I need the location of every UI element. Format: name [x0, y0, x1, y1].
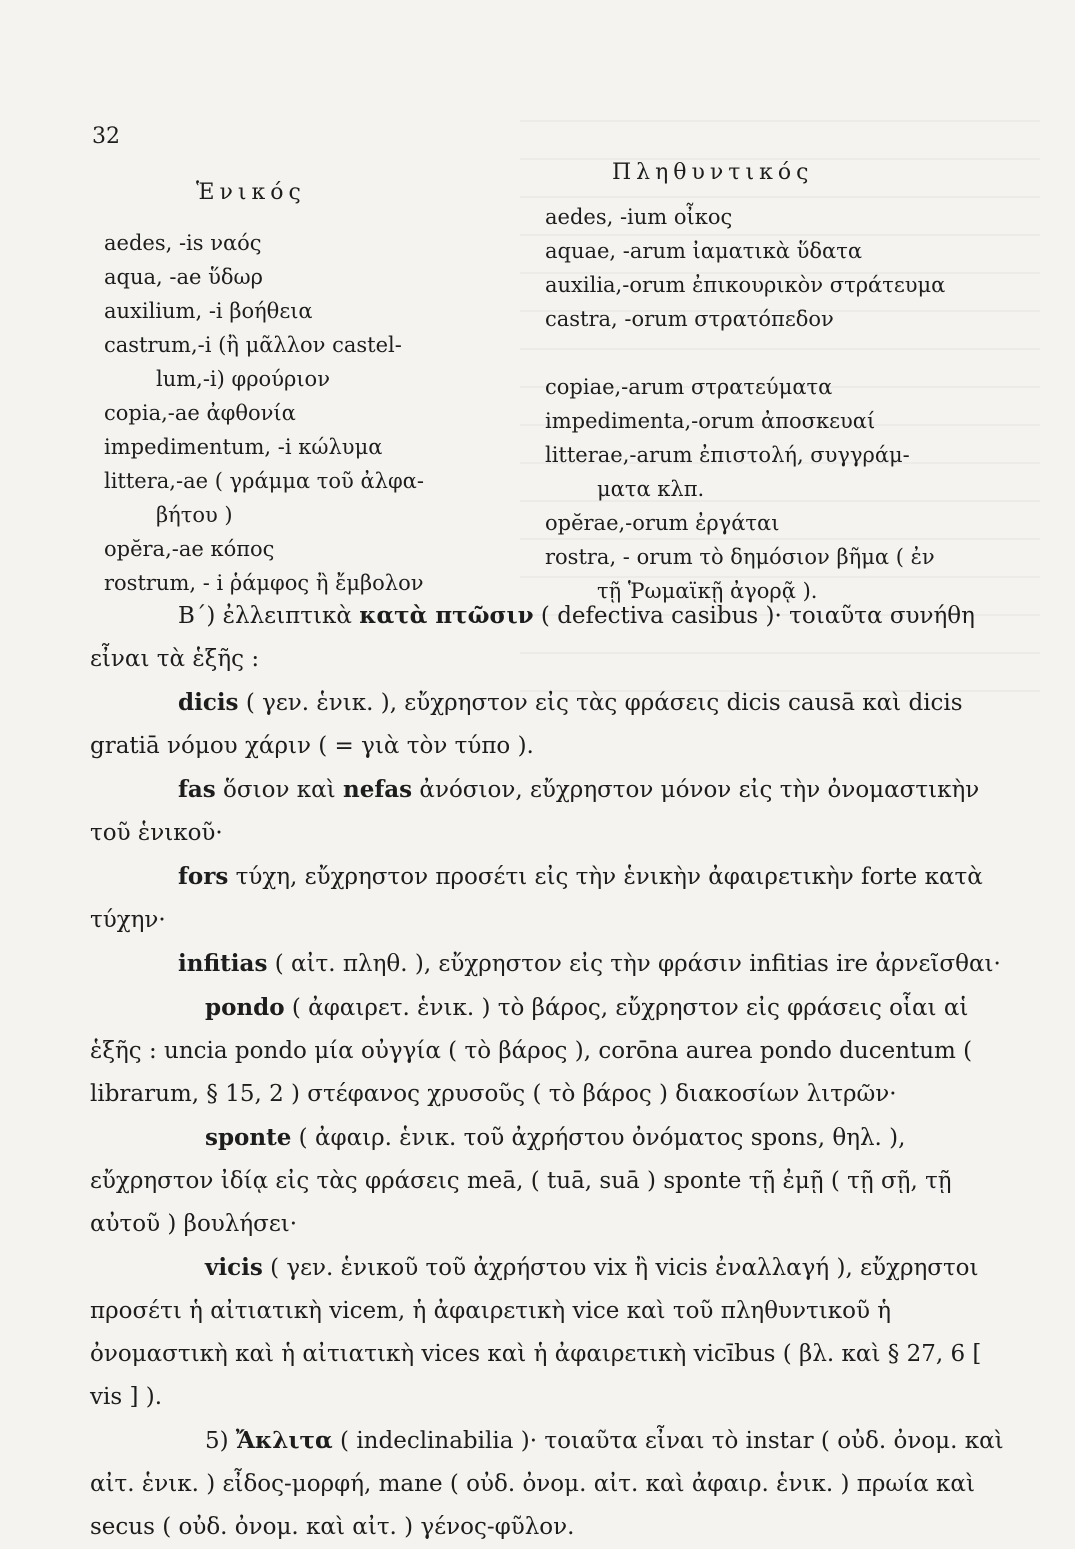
singular-line: rostrum, - i ῥάμφος ἢ ἔμβολον: [104, 571, 424, 595]
entry-text: τύχη, εὔχρηστον προσέτι εἰς τὴν ἑνικὴν ἀφαιρετικὴν forte κατὰ τύχην·: [90, 864, 983, 933]
intro-rest: ( defectiva casibus )· τοιαῦτα συνήθη εἶναι τὰ ἑξῆς :: [90, 603, 975, 672]
entry-text: ( αἰτ. πληθ. ), εὔχρηστον εἰς τὴν φράσιν infitias ire ἀρνεῖσθαι·: [267, 951, 1001, 977]
defectiva-intro: [90, 594, 1010, 681]
singular-line: aqua, -ae ὕδωρ: [104, 265, 263, 289]
plural-line: opĕrae,-orum ἐργάται: [545, 511, 780, 535]
plural-line: [545, 336, 1025, 370]
singular-line: auxilium, -i βοήθεια: [104, 299, 313, 323]
indeclinabilia-paragraph: [90, 1419, 1010, 1549]
entry-word: vicis: [205, 1254, 263, 1281]
singular-line: aedes, -is ναός: [104, 231, 262, 255]
entry-word: sponte: [205, 1124, 292, 1151]
plural-line: ματα κλπ.: [597, 477, 705, 501]
plural-line: auxilia,-orum ἐπικουρικὸν στράτευμα: [545, 273, 946, 297]
entry-sponte: [90, 1116, 1010, 1246]
singular-line: copia,-ae ἀφθονία: [104, 401, 296, 425]
section-rest: ( indeclinabilia )· τοιαῦτα εἶναι τὸ instar ( οὐδ. ὀνομ. καὶ αἰτ. ἑνικ. ) εἶδος-μορφή, mane ( οὐδ. ὀνομ. αἰτ. καὶ ἀφαιρ. ἑνικ. ) πρωία καὶ secus ( οὐδ. ὀνομ. καὶ αἰτ. ) γένος-φῦλον.: [90, 1428, 1004, 1540]
singular-line: βήτου ): [156, 503, 233, 527]
plural-line: rostra, - orum τὸ δημόσιον βῆμα ( ἐν: [545, 545, 935, 569]
entry-text: ( ἀφαιρ. ἑνικ. τοῦ ἀχρήστου ὀνόματος spons, θηλ. ), εὔχρηστον ἰδίᾳ εἰς τὰς φράσεις meā, ( tuā, suā ) sponte τῇ ἐμῇ ( τῇ σῇ, τῇ αὐτοῦ ) βουλήσει·: [90, 1125, 952, 1237]
entry-fors: [90, 855, 1010, 942]
singular-heading: Ἑνικός: [196, 180, 306, 205]
singular-line: impedimentum, -i κώλυμα: [104, 435, 383, 459]
intro-lead: Β΄) ἐλλειπτικὰ: [178, 603, 360, 629]
entry-pondo: [90, 986, 1010, 1116]
entry-word: pondo: [205, 994, 285, 1021]
plural-line: τῇ Ῥωμαϊκῇ ἀγορᾷ ).: [597, 579, 818, 603]
entry-vicis: [90, 1246, 1010, 1419]
singular-line: littera,-ae ( γράμμα τοῦ ἀλφα-: [104, 469, 424, 493]
plural-heading: Πληθυντικός: [612, 160, 814, 185]
section-term: Ἄκλιτα: [235, 1427, 333, 1454]
entry-text-2: ἀνόσιον, εὔχρηστον μόνον εἰς τὴν ὀνομαστικὴν τοῦ ἑνικοῦ·: [90, 777, 980, 846]
entry-text: ( γεν. ἑνικ. ), εὔχρηστον εἰς τὰς φράσεις dicis causā καὶ dicis gratiā νόμου χάριν ( = γιὰ τὸν τύπο ).: [90, 690, 963, 759]
plural-line: aedes, -ium οἶκος: [545, 205, 733, 229]
plural-column: [545, 200, 1025, 608]
entry-word: fors: [178, 863, 229, 890]
plural-line: litterae,-arum ἐπιστολή, συγγράμ-: [545, 443, 910, 467]
entry-text: ( γεν. ἑνικοῦ τοῦ ἀχρήστου vix ἢ vicis ἐναλλαγή ), εὔχρηστοι προσέτι ἡ αἰτιατικὴ vicem, ἡ ἀφαιρετικὴ vice καὶ τοῦ πληθυντικοῦ ἡ ὀνομαστικὴ καὶ ἡ αἰτιατικὴ vices καὶ ἡ ἀφαιρετικὴ vicībus ( βλ. καὶ § 27, 6 [ vis ] ).: [90, 1255, 982, 1410]
entry-infitias: [90, 942, 1010, 986]
intro-term: κατὰ πτῶσιν: [359, 602, 534, 629]
plural-line: copiae,-arum στρατεύματα: [545, 375, 833, 399]
entry-text: ( ἀφαιρετ. ἑνικ. ) τὸ βάρος, εὔχρηστον εἰς φράσεις οἷαι αἱ ἑξῆς : uncia pondo μία οὐγγία ( τὸ βάρος ), corōna aurea pondo ducentum ( librarum, § 15, 2 ) στέφανος χρυσοῦς ( τὸ βάρος ) διακοσίων λιτρῶν·: [90, 995, 973, 1107]
singular-line: opĕra,-ae κόπος: [104, 537, 275, 561]
entry-text: ὅσιον καὶ: [215, 777, 344, 803]
body-text: [90, 594, 1010, 1549]
plural-line: castra, -orum στρατόπεδον: [545, 307, 834, 331]
section-number: 5): [205, 1428, 236, 1454]
singular-column: [104, 226, 534, 600]
entry-word: fas: [178, 776, 216, 803]
singular-line: castrum,-i (ἢ μᾶλλον castel-: [104, 333, 402, 357]
page-number: 32: [92, 124, 120, 149]
entry-word: dicis: [178, 689, 239, 716]
plural-line: impedimenta,-orum ἀποσκευαί: [545, 409, 876, 433]
entry-fas: [90, 768, 1010, 855]
plural-line: aquae, -arum ἰαματικὰ ὕδατα: [545, 239, 863, 263]
entry-word-2: nefas: [343, 776, 413, 803]
singular-line: lum,-i) φρούριον: [156, 367, 330, 391]
entry-word: infitias: [178, 950, 268, 977]
entry-dicis: [90, 681, 1010, 768]
